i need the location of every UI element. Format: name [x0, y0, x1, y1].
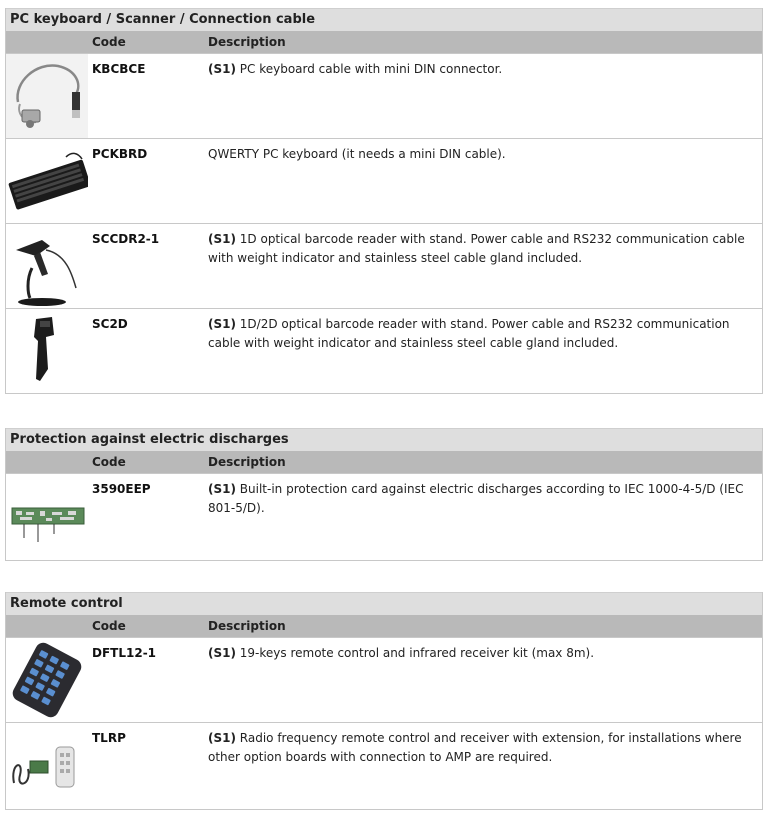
product-row	[6, 473, 762, 560]
description-text: PC keyboard cable with mini DIN connector.	[235, 62, 503, 76]
section-pc-keyboard	[5, 8, 763, 394]
product-code: PCKBRD	[92, 147, 148, 161]
product-description	[208, 145, 752, 164]
code-column-header: Code	[92, 619, 126, 633]
rf-remote-kit-icon	[6, 723, 88, 809]
s1-tag: (S1)	[208, 482, 236, 496]
barcode-reader-icon	[6, 309, 88, 393]
s1-tag: (S1)	[208, 731, 236, 745]
product-code: SCCDR2-1	[92, 232, 160, 246]
product-code: SC2D	[92, 317, 128, 331]
description-text: 1D optical barcode reader with stand. Power cable and RS232 communication cable with weight indicator and stainless steel cable gland included.	[208, 232, 745, 265]
description-text: 1D/2D optical barcode reader with stand. Power cable and RS232 communication cable with weight indicator and stainless steel cable gland included.	[208, 317, 730, 350]
product-description	[208, 230, 752, 268]
section-title: Protection against electric discharges	[6, 428, 762, 451]
section-title: Remote control	[6, 592, 762, 615]
product-row	[6, 223, 762, 308]
s1-tag: (S1)	[208, 317, 236, 331]
product-code: DFTL12-1	[92, 646, 157, 660]
protection-card-icon	[6, 474, 88, 560]
description-text: Radio frequency remote control and receiver with extension, for installations where other option boards with connection to AMP are required.	[208, 731, 742, 764]
keyboard-cable-icon	[6, 54, 88, 138]
product-code: KBCBCE	[92, 62, 146, 76]
description-column-header: Description	[208, 455, 286, 469]
description-column-header: Description	[208, 619, 286, 633]
product-code: 3590EEP	[92, 482, 151, 496]
s1-tag: (S1)	[208, 232, 236, 246]
description-text: Built-in protection card against electric discharges according to IEC 1000-4-5/D (IEC 801-5/D).	[208, 482, 744, 515]
product-description	[208, 315, 752, 353]
section-title: PC keyboard / Scanner / Connection cable	[6, 8, 762, 31]
product-description	[208, 480, 752, 518]
description-column-header: Description	[208, 35, 286, 49]
product-description	[208, 729, 752, 767]
barcode-reader-stand-icon	[6, 224, 88, 308]
section-remote-control	[5, 592, 763, 810]
column-header-row	[6, 451, 762, 473]
product-description	[208, 60, 752, 79]
remote-control-icon	[6, 638, 88, 722]
product-row	[6, 637, 762, 722]
s1-tag: (S1)	[208, 646, 236, 660]
description-text: 19-keys remote control and infrared receiver kit (max 8m).	[235, 646, 595, 660]
code-column-header: Code	[92, 35, 126, 49]
keyboard-icon	[6, 139, 88, 223]
product-row	[6, 722, 762, 809]
column-header-row	[6, 31, 762, 53]
product-description	[208, 644, 752, 663]
s1-tag: (S1)	[208, 62, 236, 76]
product-row	[6, 308, 762, 393]
section-protection	[5, 428, 763, 561]
column-header-row	[6, 615, 762, 637]
description-text: QWERTY PC keyboard (it needs a mini DIN cable).	[208, 147, 506, 161]
product-row	[6, 53, 762, 138]
product-code: TLRP	[92, 731, 126, 745]
product-row	[6, 138, 762, 223]
code-column-header: Code	[92, 455, 126, 469]
